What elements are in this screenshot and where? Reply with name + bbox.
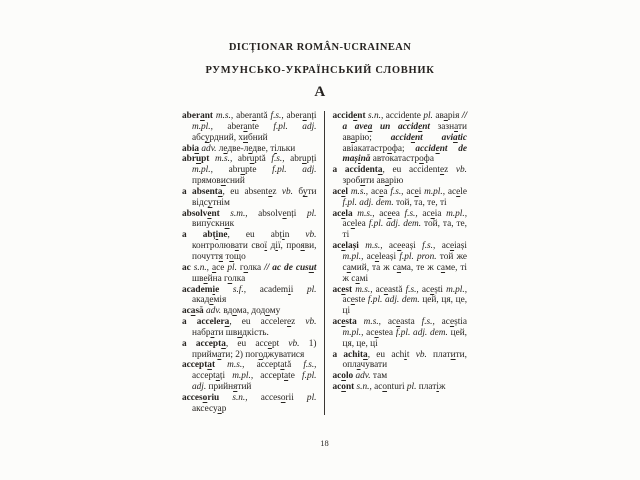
dictionary-entry: acasă adv. вдома, додому (182, 306, 281, 317)
dictionary-entry: absolvent s.m., absolvenți pl. випускник (182, 208, 317, 230)
page-number: 18 (320, 438, 329, 448)
dictionary-entry: acceptat m.s., acceptată f.s., acceptați m.pl., acceptate f.pl. adj. прийнятий (182, 360, 317, 393)
dictionary-column-left (182, 111, 325, 415)
dictionary-entry: academie s.f., academii pl. академія (182, 284, 317, 306)
dictionary-entry: aberant m.s., aberantă f.s., aberanți m.pl., aberante f.pl. adj. абсурдний, хибний (182, 111, 317, 143)
dictionary-entry: acest m.s., această f.s., acești m.pl., aceste f.pl. adj. dem. цей, ця, це, ці (332, 284, 468, 317)
dictionary-entry: ac s.n., ace pl. голка // ac de cusut швейна голка (182, 262, 317, 284)
dictionary-entry: acel m.s., acea f.s., acei m.pl., acele f.pl. adj. dem. той, та, те, ті (332, 186, 467, 208)
dictionary-entry: acesta m.s., aceasta f.s., aceștia m.pl., acestea f.pl. adj. dem. цей, ця, це, ці (332, 317, 468, 349)
dictionary-entry: abia adv. ледве-ледве, тільки (182, 143, 296, 154)
dictionary-entry: a accepta, eu accept vb. 1) приймати; 2) погоджуватися (182, 338, 317, 360)
dictionary-entry: accesoriu s.n., accesorii pl. аксесуар (182, 392, 317, 414)
dictionary-column-right (325, 111, 468, 415)
dictionary-entry: a accidenta, eu accidentez vb. зробити аварію (332, 165, 468, 187)
dictionary-entry: a abține, eu abțin vb. контролювати свої дії, прояви, почуття тощо (182, 230, 317, 262)
dictionary-entry: acont s.n., aconturi pl. платіж (332, 382, 446, 393)
page-title: DICȚIONAR ROMÂN-UCRAINEAN (228, 42, 412, 53)
section-letter: A (314, 84, 326, 100)
dictionary-entry: a accelera, eu accelerez vb. набрати швидкість. (182, 317, 317, 338)
dictionary-entry: accident s.n., accidente pl. аварія // a avea un accident зазнати аварію; accident aviatic авіакатастрофа; accident de mașină автокатастрофа (332, 111, 468, 165)
dictionary-entry: acolo adv. там (332, 371, 388, 382)
dictionary-entry: a achita, eu achit vb. платити, оплачувати (332, 349, 467, 371)
dictionary-entry: a absenta, eu absentez vb. бути відсутнім (182, 186, 317, 208)
dictionary-body (182, 111, 467, 415)
dictionary-entry: același m.s., aceeași f.s., aceiași m.pl., aceleași f.pl. pron. той же самий, та ж сама, те ж саме, ті ж самі (332, 241, 468, 284)
dictionary-entry: abrupt m.s., abruptă f.s., abrupți m.pl., abrupte f.pl. adj. прямовисний (182, 154, 317, 187)
page-subtitle: РУМУНСЬКО-УКРАЇНСЬКИЙ СЛОВНИК (205, 65, 435, 76)
dictionary-entry: acela m.s., aceea f.s., aceia m.pl., acelea f.pl. adj. dem. той, та, те, ті (332, 208, 468, 241)
